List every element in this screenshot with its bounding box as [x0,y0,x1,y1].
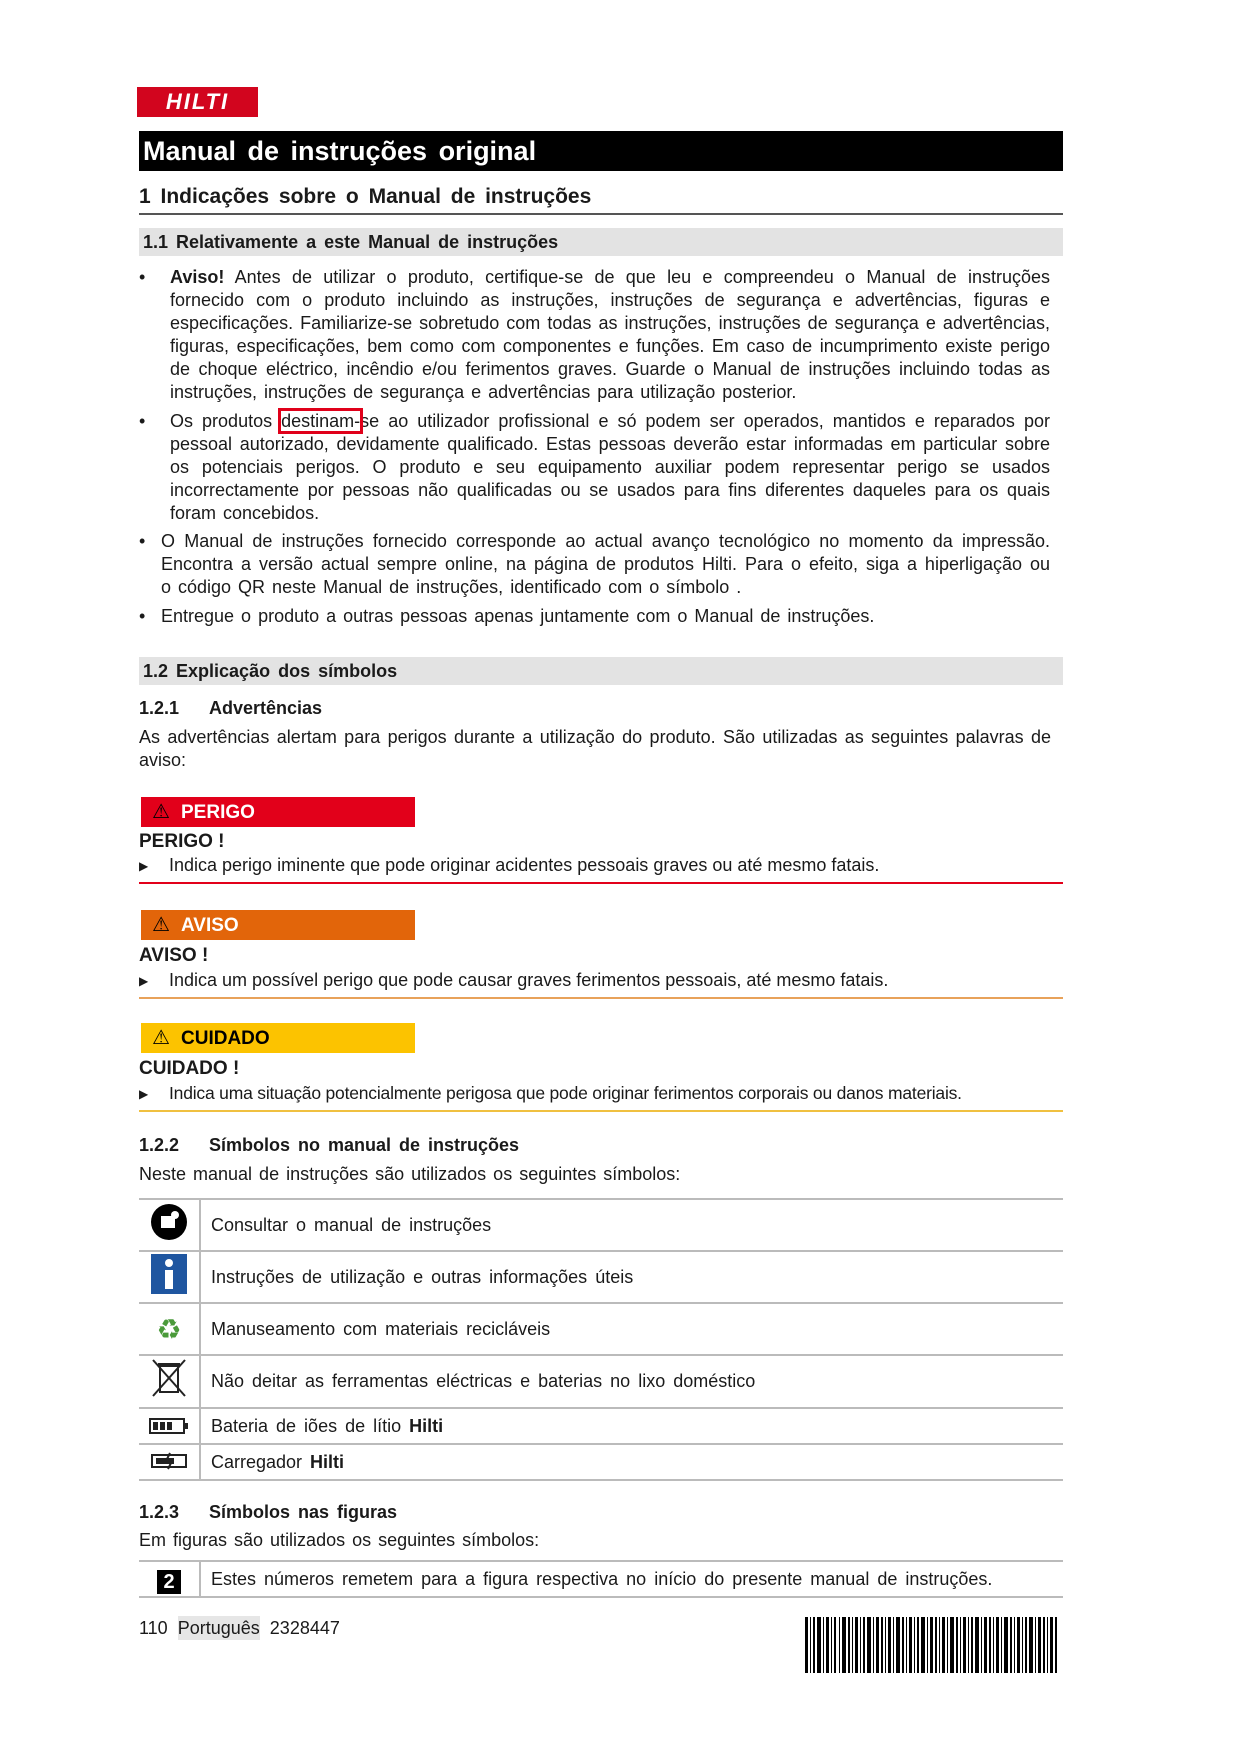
signal-heading: AVISO ! [139,945,209,966]
subsection-title: Símbolos no manual de instruções [209,1135,520,1155]
signal-warning [141,910,415,940]
section-heading-1: 1 Indicações sobre o Manual de instruções [139,183,1063,215]
symbol-label [200,1561,1063,1597]
highlighted-word: destinam- [281,411,361,431]
bullet-current-version [161,530,1050,599]
page-title: Manual de instruções original [139,131,1063,171]
signal-label: CUIDADO [181,1028,270,1049]
battery-icon [139,1408,200,1444]
warnings-intro: As advertências alertam para perigos durante a utilização do produto. São utilizadas as seguintes palavras de aviso: [139,727,1051,770]
symbol-brand: Hilti [310,1451,345,1472]
subsection-1-2-2 [139,1133,519,1157]
symbol-label [200,1408,1063,1444]
bullet-text: O Manual de instruções fornecido corresponde ao actual avanço tecnológico no momento da impressão. Encontra a versão actual sempre online, na página de produtos Hilti. Para o efeito, siga a hiperligação ou o código QR neste Manual de instruções, identificado com o símbolo . [161,531,1050,597]
subsection-title: Símbolos nas figuras [209,1502,398,1522]
no-trash-icon [139,1355,200,1408]
table-row [139,1199,1063,1251]
signal-caution [141,1023,415,1053]
symbol-text: Instruções de utilização e outras informações úteis [211,1266,634,1287]
bullet-marker: • [139,606,146,626]
subsection-title: Advertências [209,698,323,718]
bullet-lead: Aviso! [170,267,225,287]
signal-description [139,1081,1063,1112]
signal-text: Indica perigo iminente que pode originar acidentes pessoais graves ou até mesmo fatais. [169,855,880,875]
bullet-text: Os produtos [170,411,282,431]
document-number: 2328447 [269,1618,340,1638]
signal-label: PERIGO [181,802,255,823]
table-row [139,1444,1063,1480]
signal-description [139,853,1063,884]
bullet-professional [170,410,1050,525]
figure-symbols-intro: Em figuras são utilizados os seguintes símbolos: [139,1530,540,1550]
info-icon [139,1251,200,1303]
footer-language: Português [177,1618,260,1638]
table-row [139,1355,1063,1408]
bullet-warning [170,266,1050,404]
signal-heading: CUIDADO ! [139,1058,240,1079]
symbol-label [200,1199,1063,1251]
symbol-label [200,1355,1063,1408]
subsection-number: 1.2.2 [139,1135,180,1155]
bullet-marker: • [139,411,146,431]
page-footer [139,1614,340,1642]
bullet-marker: • [139,267,146,287]
subsection-1-2-1 [139,696,322,720]
symbols-table [139,1198,1063,1481]
symbols-intro: Neste manual de instruções são utilizados os seguintes símbolos: [139,1164,681,1184]
symbol-label [200,1251,1063,1303]
bullet-handover [161,605,1050,628]
bullet-text: Entregue o produto a outras pessoas apenas juntamente com o Manual de instruções. [161,606,875,626]
signal-label: AVISO [181,915,239,936]
table-row [139,1408,1063,1444]
page-number: 110 [139,1618,168,1638]
warning-triangle-icon: ⚠ [152,914,170,936]
warning-triangle-icon: ⚠ [152,801,170,823]
symbol-text: Não deitar as ferramentas eléctricas e baterias no lixo doméstico [211,1371,756,1391]
arrow-icon: ▶ [139,859,149,874]
table-row [139,1561,1063,1597]
subsection-1-2-3 [139,1500,397,1524]
logo-text: HILTI [165,89,230,114]
symbol-brand: Hilti [409,1415,444,1436]
signal-description [139,968,1063,999]
hilti-logo [137,87,258,117]
signal-danger [141,797,415,827]
symbol-text: Bateria de iões de lítio [211,1415,410,1436]
bullet-text: Antes de utilizar o produto, certifique-se de que leu e compreendeu o Manual de instruções fornecido com o produto incluindo as instruções, instruções de segurança e advertências, figuras e especificações. Familiarize-se sobretudo com todas as instruções, instruções de segurança e advertências, figuras, especificações, bem como com componentes e funções. Em caso de incumprimento existe perigo de choque eléctrico, incêndio e/ou ferimentos graves. Guarde o Manual de instruções incluindo todas as instruções, instruções de segurança e advertências para utilização posterior. [170,267,1050,402]
bullet-text: se ao utilizador profissional e só podem ser operados, mantidos e reparados por pessoal autorizado, devidamente qualificado. Estas pessoas deverão estar informadas em particular sobre os potenciais perigos. O produto e seu equipamento auxiliar podem representar perigo se usados incorrectamente por pessoas não qualificadas ou se usados para fins diferentes daqueles para os quais foram concebidos. [170,411,1050,523]
read-manual-icon [139,1199,200,1251]
signal-heading: PERIGO ! [139,831,225,852]
bullet-marker: • [139,531,146,551]
symbol-text: Consultar o manual de instruções [211,1214,492,1235]
barcode [805,1617,1059,1673]
figure-number-glyph: 2 [157,1570,181,1594]
arrow-icon: ▶ [139,1087,149,1102]
figure-number-icon [139,1561,200,1597]
signal-text: Indica uma situação potencialmente perigosa que pode originar ferimentos corporais ou danos materiais. [169,1083,962,1103]
figure-symbols-table [139,1560,1063,1598]
symbol-text: Manuseamento com materiais recicláveis [211,1318,551,1339]
table-row [139,1251,1063,1303]
subsection-number: 1.2.3 [139,1502,180,1522]
signal-text: Indica um possível perigo que pode causar graves ferimentos pessoais, até mesmo fatais. [169,970,889,990]
arrow-icon: ▶ [139,974,149,989]
table-row [139,1303,1063,1355]
subsection-number: 1.2.1 [139,698,180,718]
charger-icon [139,1444,200,1480]
symbol-text: Carregador [211,1451,311,1472]
symbol-label [200,1303,1063,1355]
symbol-text: Estes números remetem para a figura respectiva no início do presente manual de instruções. [211,1568,993,1589]
section-heading-1-1: 1.1 Relativamente a este Manual de instruções [139,228,1063,256]
section-heading-1-2: 1.2 Explicação dos símbolos [139,657,1063,685]
recycle-icon: ♻ [139,1303,200,1355]
warning-triangle-icon: ⚠ [152,1027,170,1049]
symbol-label [200,1444,1063,1480]
